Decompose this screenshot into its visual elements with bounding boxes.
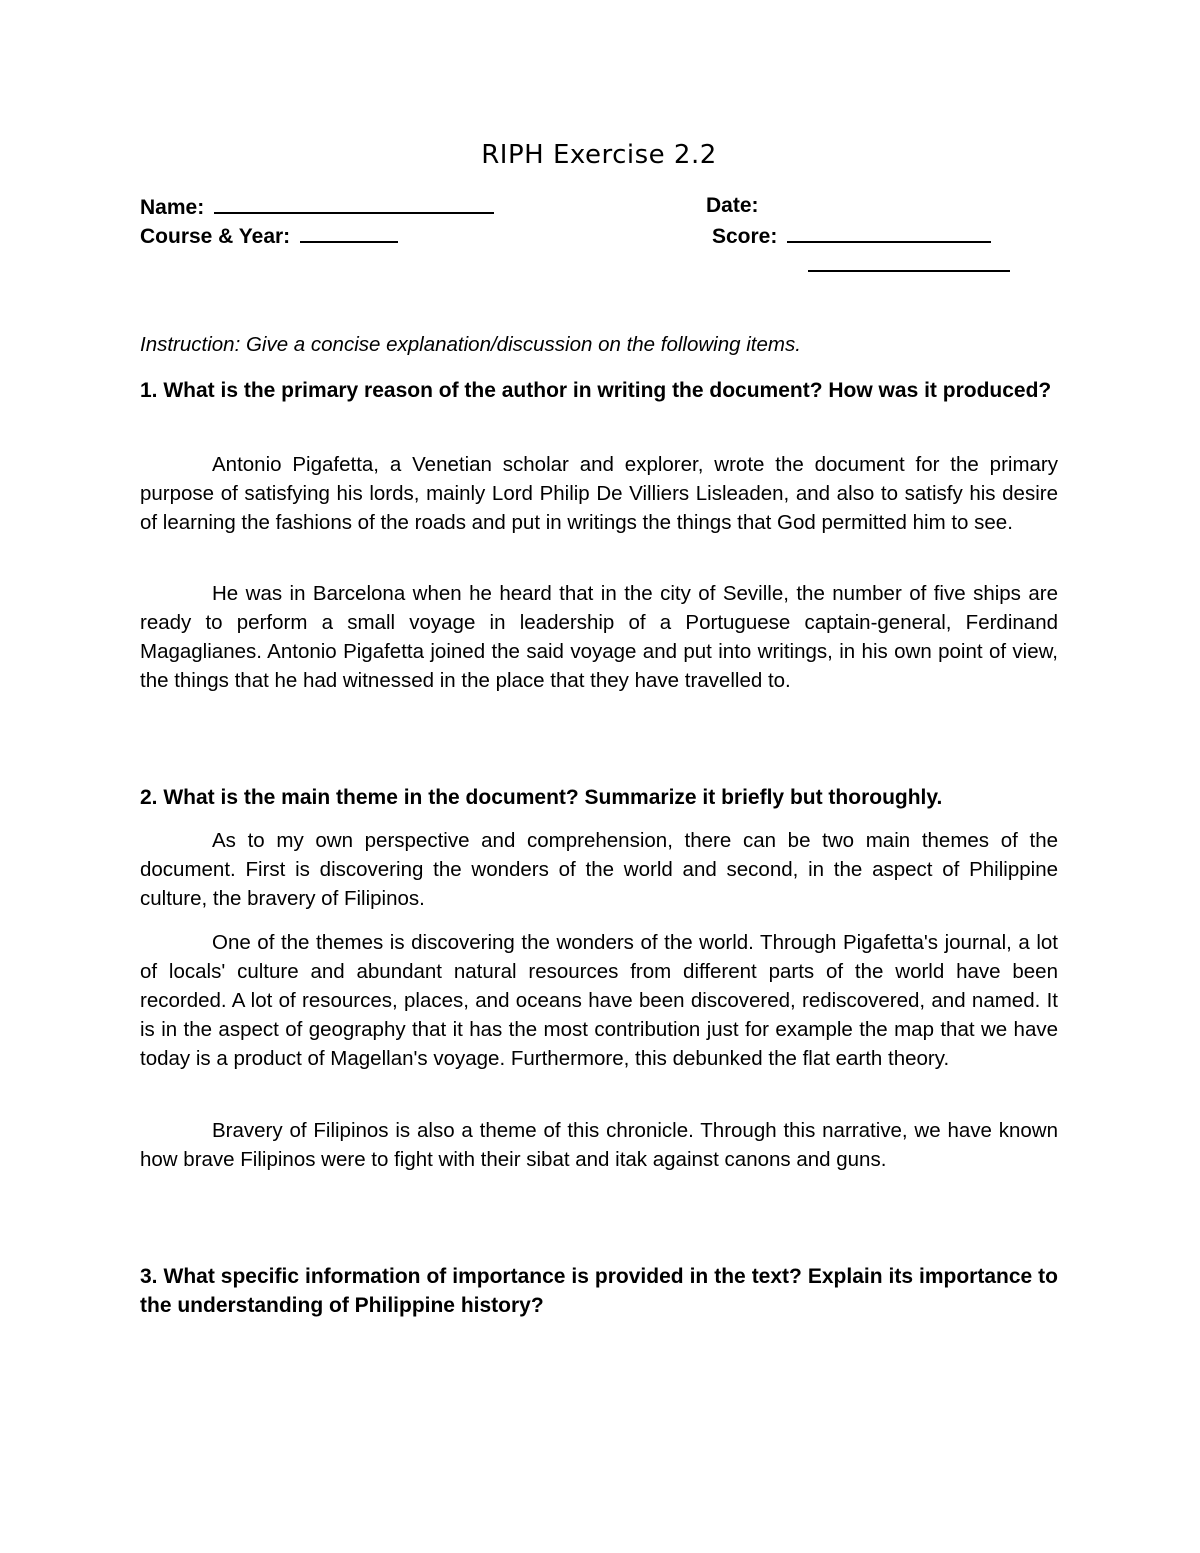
score-label: Score: bbox=[712, 225, 778, 248]
date-label: Date: bbox=[706, 194, 759, 217]
date-field bbox=[706, 192, 759, 220]
answer-1-paragraph-1: Antonio Pigafetta, a Venetian scholar and explorer, wrote the document for the primary purpose of satisfying his lords, mainly Lord Philip De Villiers Lisleaden, and also to satisfy his desire of learning the fashions of the roads and put in writings the things that God permitted him to see. bbox=[140, 453, 1058, 534]
answer-2-paragraph-2: One of the themes is discovering the wonders of the world. Through Pigafetta's journal, a lot of locals' culture and abundant natural resources from different parts of the world have been recorded. A lot of resources, places, and oceans have been discovered, rediscovered, and named. It is in the aspect of geography that it has the most contribution just for example the map that we have today is a product of Magellan's voyage. Furthermore, this debunked the flat earth theory. bbox=[140, 931, 1058, 1070]
course-year-field bbox=[140, 221, 398, 251]
page-title: RIPH Exercise 2.2 bbox=[481, 140, 717, 170]
instruction-text: Instruction: Give a concise explanation/discussion on the following items. bbox=[140, 333, 801, 356]
question-2: 2. What is the main theme in the document? Summarize it briefly but thoroughly. bbox=[140, 786, 943, 809]
name-label: Name: bbox=[140, 196, 205, 219]
question-1: 1. What is the primary reason of the author in writing the document? How was it produced? bbox=[140, 379, 1052, 402]
score-blank bbox=[787, 221, 991, 243]
course-year-blank bbox=[300, 221, 398, 243]
answer-2-paragraph-3: Bravery of Filipinos is also a theme of this chronicle. Through this narrative, we have known how brave Filipinos were to fight with their sibat and itak against canons and guns. bbox=[140, 1119, 1058, 1171]
score-field bbox=[712, 221, 991, 251]
name-field bbox=[140, 192, 494, 222]
answer-2-paragraph-1: As to my own perspective and comprehension, there can be two main themes of the document. First is discovering the wonders of the world and second, in the aspect of Philippine culture, the bravery of Filipinos. bbox=[140, 829, 1058, 910]
score-total-field bbox=[808, 250, 1010, 280]
name-blank bbox=[214, 192, 494, 214]
question-3: 3. What specific information of importance is provided in the text? Explain its importance to the understanding of Philippine history? bbox=[140, 1265, 1058, 1317]
course-year-label: Course & Year: bbox=[140, 225, 291, 248]
score-total-blank bbox=[808, 250, 1010, 272]
answer-1-paragraph-2: He was in Barcelona when he heard that in the city of Seville, the number of five ships are ready to perform a small voyage in leadership of a Portuguese captain-general, Ferdinand Magaglianes. Antonio Pigafetta joined the said voyage and put into writings, in his own point of view, the things that he had witnessed in the place that they have travelled to. bbox=[140, 582, 1058, 692]
